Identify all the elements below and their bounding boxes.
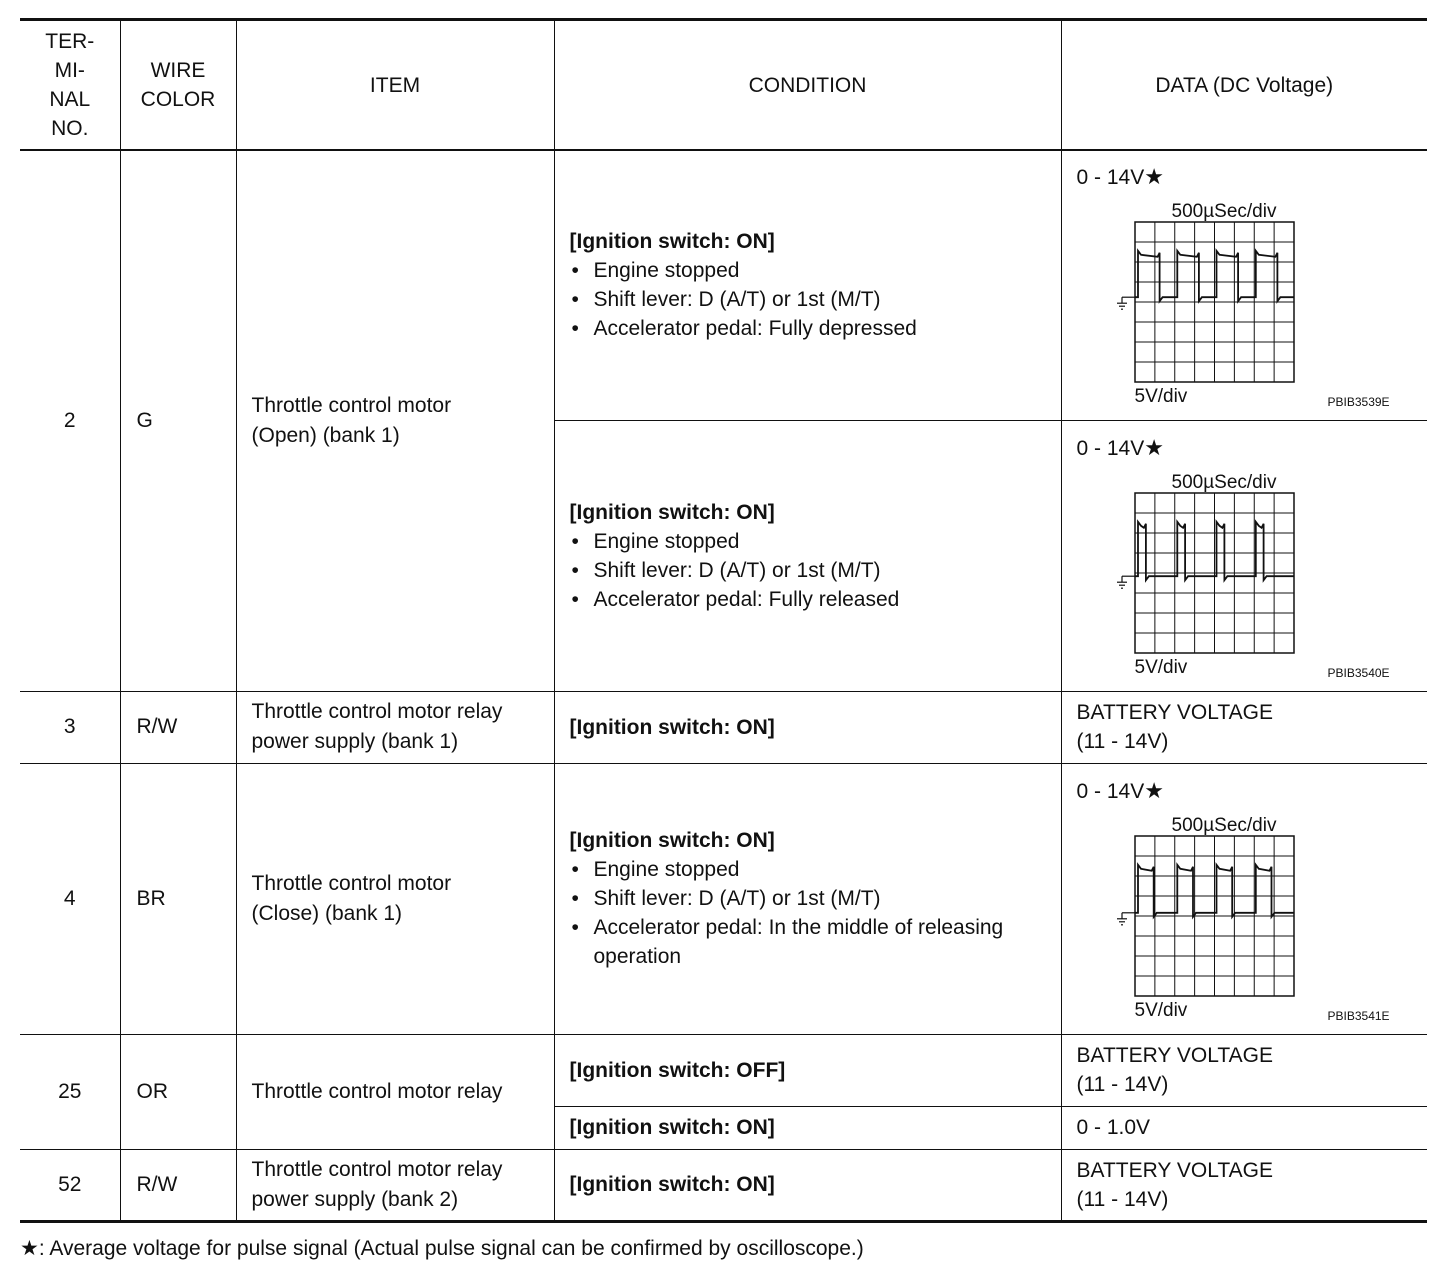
condition-cell (554, 1034, 1061, 1106)
header-item: ITEM (236, 20, 554, 151)
condition-list (570, 527, 1061, 614)
header-wire-color: WIRE COLOR (120, 20, 236, 151)
list-item: • Engine stopped (570, 256, 1061, 285)
condition-head: [Ignition switch: ON] (569, 500, 775, 524)
waveform-graph (1077, 423, 1437, 689)
wire-cell: R/W (120, 691, 236, 763)
footnote (20, 1236, 864, 1261)
terminal-cell: 4 (20, 763, 120, 1034)
header-condition: CONDITION (554, 20, 1061, 151)
waveform-graph (1077, 766, 1437, 1032)
footnote-text: : Average voltage for pulse signal (Actual pulse signal can be confirmed by oscilloscope.) (38, 1237, 864, 1260)
time-div-label: 500µSec/div (1171, 201, 1277, 223)
voltage-value: 0 - 14V (1076, 436, 1145, 460)
header-data: DATA (DC Voltage) (1061, 20, 1427, 151)
table-row (20, 763, 1427, 1034)
terminal-table (20, 18, 1427, 1223)
item-cell: Throttle control motor relay power supply (bank 1) (236, 691, 554, 763)
data-cell (1061, 150, 1427, 420)
condition-cell (554, 150, 1061, 420)
condition-cell (554, 420, 1061, 691)
list-item: • Engine stopped (570, 855, 1061, 884)
volt-div-label: 5V/div (1134, 656, 1188, 678)
header-terminal: TER- MI- NAL NO. (20, 20, 120, 151)
list-item: • Shift lever: D (A/T) or 1st (M/T) (570, 285, 1061, 314)
terminal-cell: 52 (20, 1149, 120, 1221)
item-cell: Throttle control motor (Open) (bank 1) (236, 150, 554, 691)
terminal-cell: 25 (20, 1034, 120, 1149)
volt-div-label: 5V/div (1134, 386, 1188, 408)
wire-cell: R/W (120, 1149, 236, 1221)
data-cell: BATTERY VOLTAGE (11 - 14V) (1061, 1034, 1427, 1106)
voltage-value: 0 - 14V (1076, 166, 1145, 190)
condition-head: [Ignition switch: ON] (569, 829, 775, 852)
table-row (20, 1149, 1427, 1221)
star-icon: ★ (1144, 777, 1164, 803)
scope-grid (1135, 836, 1294, 996)
condition-list (570, 855, 1061, 971)
star-icon: ★ (1144, 164, 1164, 190)
list-item: • Shift lever: D (A/T) or 1st (M/T) (570, 884, 1061, 913)
data-cell: BATTERY VOLTAGE (11 - 14V) (1061, 691, 1427, 763)
table-row (20, 1034, 1427, 1106)
condition-head: [Ignition switch: OFF] (569, 1058, 786, 1082)
figure-id: PBIB3541E (1327, 1008, 1390, 1023)
star-icon: ★ (1144, 434, 1164, 460)
figure-id: PBIB3540E (1327, 665, 1390, 680)
time-div-label: 500µSec/div (1171, 814, 1277, 836)
terminal-cell: 2 (20, 150, 120, 691)
condition-head: [Ignition switch: ON] (569, 230, 775, 254)
condition-list (570, 256, 1061, 343)
waveform-graph (1077, 152, 1437, 418)
condition-cell (554, 1106, 1061, 1149)
ground-icon (1117, 297, 1135, 309)
list-item: • Shift lever: D (A/T) or 1st (M/T) (570, 556, 1061, 585)
oscilloscope-figure (1077, 152, 1428, 418)
time-div-label: 500µSec/div (1171, 471, 1277, 493)
condition-cell (554, 1149, 1061, 1221)
data-cell: BATTERY VOLTAGE (11 - 14V) (1061, 1149, 1427, 1221)
item-cell: Throttle control motor relay power supply (bank 2) (236, 1149, 554, 1221)
table-row (20, 691, 1427, 763)
list-item: • Accelerator pedal: Fully depressed (570, 314, 1061, 343)
data-cell (1061, 763, 1427, 1034)
wire-cell: BR (120, 763, 236, 1034)
item-cell: Throttle control motor (Close) (bank 1) (236, 763, 554, 1034)
data-cell (1061, 420, 1427, 691)
ground-icon (1117, 576, 1135, 588)
list-item: • Accelerator pedal: Fully released (570, 585, 1061, 614)
oscilloscope-figure (1077, 423, 1428, 689)
list-item: • Accelerator pedal: In the middle of releasing operation (570, 913, 1061, 971)
voltage-value: 0 - 14V (1076, 779, 1145, 803)
list-item: • Engine stopped (570, 527, 1061, 556)
item-cell: Throttle control motor relay (236, 1034, 554, 1149)
condition-head: [Ignition switch: ON] (569, 1173, 775, 1196)
star-icon: ★ (20, 1237, 39, 1260)
oscilloscope-figure (1077, 766, 1428, 1032)
scope-grid (1135, 493, 1294, 653)
wire-cell: OR (120, 1034, 236, 1149)
terminal-cell: 3 (20, 691, 120, 763)
condition-cell (554, 763, 1061, 1034)
condition-cell (554, 691, 1061, 763)
table-row (20, 150, 1427, 420)
header-row (20, 20, 1427, 151)
condition-head: [Ignition switch: ON] (569, 715, 775, 739)
data-cell: 0 - 1.0V (1061, 1106, 1427, 1149)
ground-icon (1117, 912, 1135, 924)
wire-cell: G (120, 150, 236, 691)
condition-head: [Ignition switch: ON] (569, 1116, 775, 1139)
volt-div-label: 5V/div (1134, 999, 1188, 1021)
figure-id: PBIB3539E (1327, 395, 1390, 410)
